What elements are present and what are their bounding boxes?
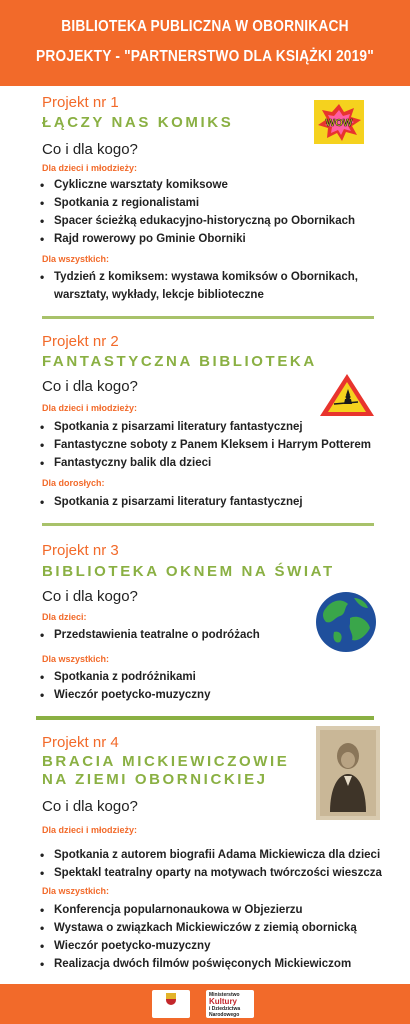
project-title: FANTASTYCZNA BIBLIOTEKA (42, 353, 317, 370)
list-item: • Spotkania z autorem biografii Adama Mickiewicza dla dzieci (40, 846, 382, 864)
audience-label: Dla dzieci i młodzieży: (42, 825, 138, 835)
list-item: • Wieczór poetycko-muzyczny (40, 937, 357, 955)
section-divider (42, 523, 374, 526)
list-item: • Fantastyczny balik dla dzieci (40, 454, 371, 472)
project-number: Projekt nr 2 (42, 333, 119, 350)
svg-text:WOW: WOW (325, 118, 353, 129)
project-title: BIBLIOTEKA OKNEM NA ŚWIAT (42, 563, 335, 580)
wow-comic-icon (314, 100, 364, 148)
portrait-photo-icon (316, 726, 380, 824)
list-item: • Wieczór poetycko-muzyczny (40, 686, 210, 704)
activity-list (40, 268, 380, 304)
shield-icon (166, 993, 176, 1005)
list-item: • Rajd rowerowy po Gminie Oborniki (40, 230, 355, 248)
audience-label: Dla wszystkich: (42, 254, 110, 264)
list-item: • Cykliczne warsztaty komiksowe (40, 176, 355, 194)
ministry-logo-text: Kultury (209, 997, 237, 1006)
list-item: • Spotkania z podróżnikami (40, 668, 210, 686)
list-item: • Realizacja dwóch filmów poświęconych Mickiewiczom (40, 955, 357, 973)
list-item: • Spotkania z regionalistami (40, 194, 355, 212)
project-question: Co i dla kogo? (42, 141, 138, 158)
list-item: • Spotkania z pisarzami literatury fantastycznej (40, 493, 303, 511)
list-item: • Spotkania z pisarzami literatury fantastycznej (40, 418, 371, 436)
list-item: • Konferencja popularnonaukowa w Objezierzu (40, 901, 357, 919)
audience-label: Dla dzieci i młodzieży: (42, 163, 138, 173)
ministry-logo-text: i Dziedzictwa (209, 1006, 241, 1012)
section-divider (36, 716, 374, 720)
activity-list (40, 901, 357, 973)
ministry-logo (206, 990, 254, 1018)
project-question: Co i dla kogo? (42, 588, 138, 605)
activity-list (40, 668, 210, 704)
activity-list (40, 626, 260, 644)
section-divider (42, 316, 374, 319)
project-number: Projekt nr 4 (42, 734, 119, 751)
list-item: • Spektakl teatralny oparty na motywach twórczości wieszcza (40, 864, 382, 882)
list-item: • Tydzień z komiksem: wystawa komiksów o Obornikach, warsztaty, wykłady, lekcje biblioteczne (40, 268, 380, 304)
project-question: Co i dla kogo? (42, 378, 138, 395)
activity-list (40, 846, 382, 882)
header-title-line2: PROJEKTY - "PARTNERSTWO DLA KSIĄŻKI 2019" (36, 48, 374, 65)
project-title-line1: BRACIA MICKIEWICZOWIE (42, 753, 290, 770)
library-logo (152, 990, 190, 1018)
globe-icon (314, 590, 378, 658)
list-item: • Przedstawienia teatralne o podróżach (40, 626, 260, 644)
activity-list (40, 418, 371, 472)
project-number: Projekt nr 1 (42, 94, 119, 111)
project-title: ŁĄCZY NAS KOMIKS (42, 114, 234, 131)
audience-label: Dla dzieci: (42, 612, 87, 622)
ministry-logo-text: Narodowego (209, 1012, 240, 1018)
header-banner (0, 0, 410, 86)
audience-label: Dla wszystkich: (42, 654, 110, 664)
audience-label: Dla dzieci i młodzieży: (42, 403, 138, 413)
activity-list (40, 176, 355, 248)
list-item: • Spacer ścieżką edukacyjno-historyczną po Obornikach (40, 212, 355, 230)
witch-warning-sign-icon (318, 372, 376, 422)
footer-banner (0, 984, 410, 1024)
activity-list (40, 493, 303, 511)
audience-label: Dla wszystkich: (42, 886, 110, 896)
header-title-line1: BIBLIOTEKA PUBLICZNA W OBORNIKACH (61, 18, 349, 35)
project-number: Projekt nr 3 (42, 542, 119, 559)
list-item: • Wystawa o związkach Mickiewiczów z ziemią obornicką (40, 919, 357, 937)
list-item: • Fantastyczne soboty z Panem Kleksem i Harrym Potterem (40, 436, 371, 454)
project-question: Co i dla kogo? (42, 798, 138, 815)
audience-label: Dla dorosłych: (42, 478, 105, 488)
ministry-logo-text: Ministerstwo (209, 992, 240, 998)
project-title-line2: NA ZIEMI OBORNICKIEJ (42, 771, 268, 788)
